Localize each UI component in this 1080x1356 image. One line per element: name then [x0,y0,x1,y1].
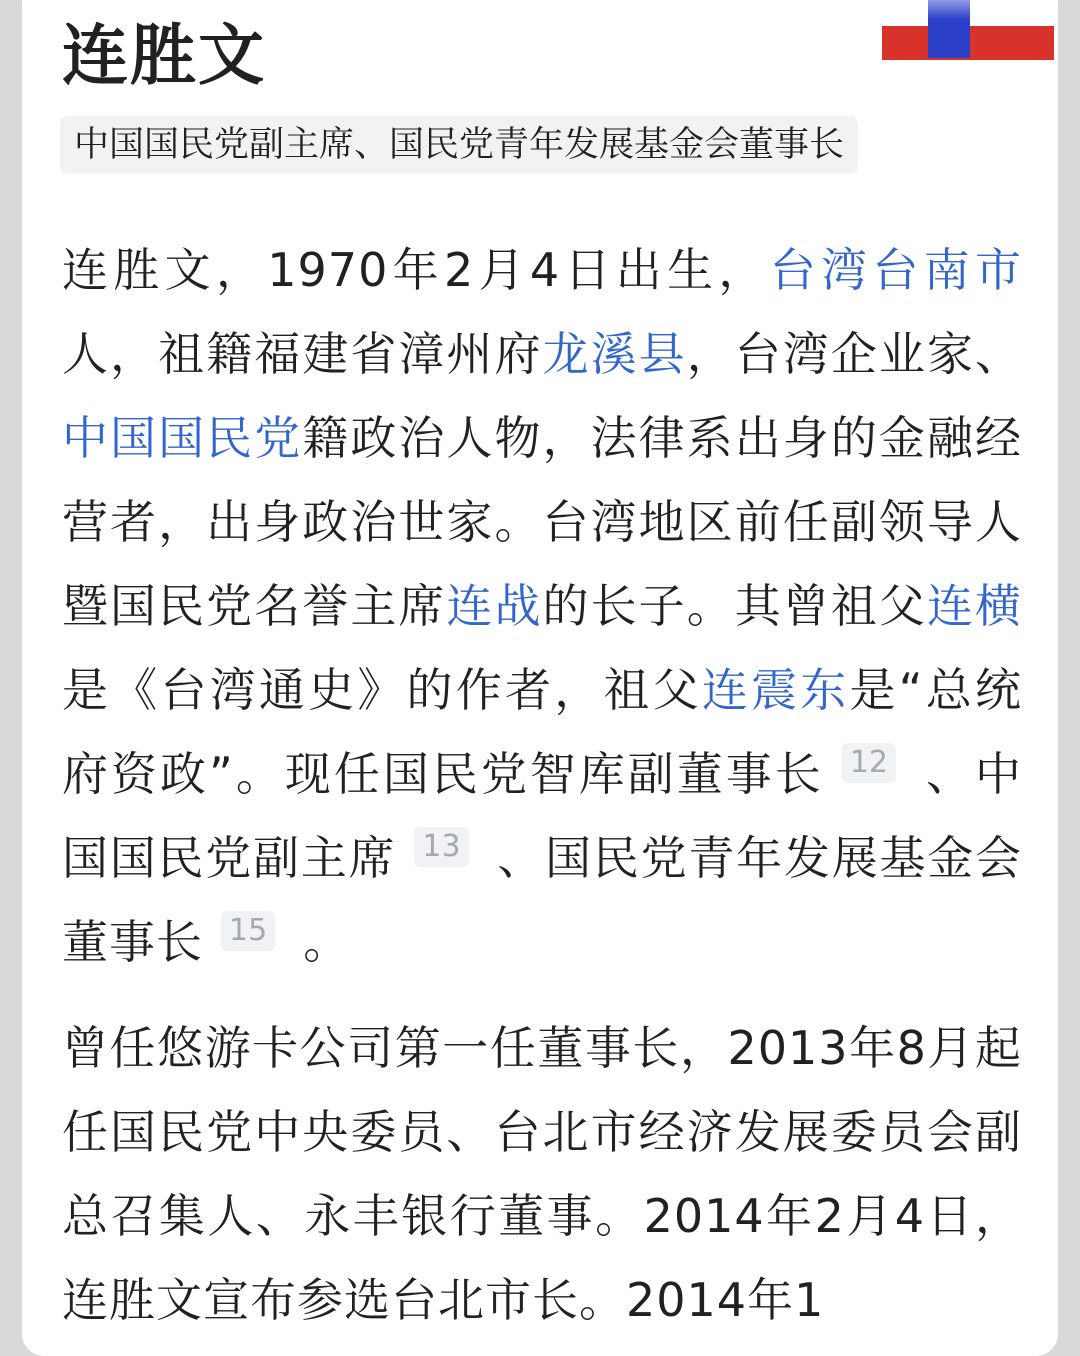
text: 是“总统府资政”。现任国民党智库副董事长 [62,663,1022,801]
link-lien-chen-tung[interactable]: 连震东 [701,663,850,717]
link-longxi[interactable]: 龙溪县 [542,327,687,381]
reference-12[interactable]: 12 [842,743,896,783]
reference-15[interactable]: 15 [221,911,275,951]
text: 。 [303,915,351,969]
intro-paragraph [62,228,1022,984]
link-lien-chan[interactable]: 连战 [446,579,543,633]
career-paragraph: 曾任悠游卡公司第一任董事长，2013年8月起任国民党中央委员、台北市经济发展委员会副总召集人、永丰银行董事。2014年2月4日，连胜文宣布参选台北市长。2014年1 [62,1021,1022,1327]
link-lien-heng[interactable]: 连横 [926,579,1023,633]
article-title: 连胜文 [62,17,266,94]
text: 的长子。其曾祖父 [542,579,927,633]
reference-13[interactable]: 13 [414,827,468,867]
text: 、中国国民党副主席 [62,747,1022,885]
text: 是《台湾通史》的作者，祖父 [62,663,702,717]
flag-image [882,0,1054,60]
text: ，台湾企业家、 [686,327,1023,381]
link-tainan[interactable]: 台湾台南市 [769,243,1023,297]
article-subtitle: 中国国民党副主席、国民党青年发展基金会董事长 [60,116,858,174]
link-kmt[interactable]: 中国国民党 [62,411,303,465]
text: 籍政治人物，法律系出身的金融经营者，出身政治世家。台湾地区前任副领导人暨国民党名誉主席 [62,411,1023,633]
text: 、国民党青年发展基金会董事长 [62,831,1023,969]
text: 人，祖籍福建省漳州府 [62,327,543,381]
article-card [22,0,1058,1356]
text: 连胜文，1970年2月4日出生， [62,243,770,297]
